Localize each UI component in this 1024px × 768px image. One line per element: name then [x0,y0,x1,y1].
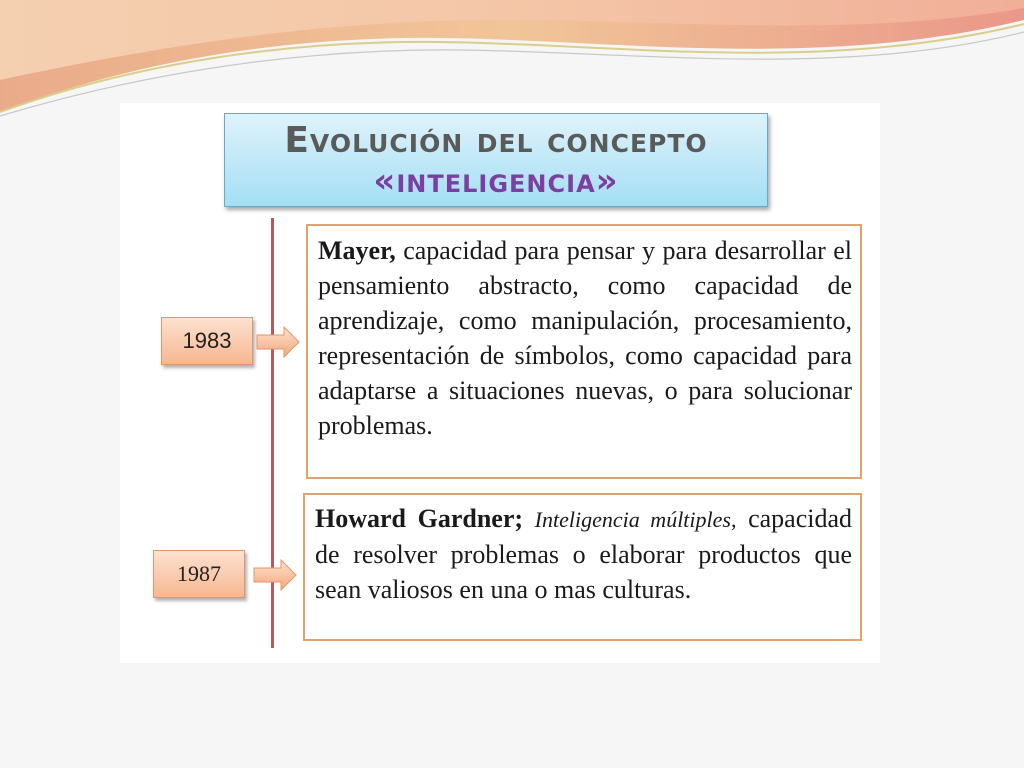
arrow-right-icon [256,326,300,358]
description-mayer: capacidad para pensar y para desarrollar el pensamiento abstracto, como capacidad de aprendizaje, como manipulación, procesamiento, representación de símbolos, como capacidad para adaptarse a situaciones nuevas, o para solucionar problemas. [318,236,853,440]
year-box-1983: 1983 [161,317,253,365]
description-gardner: capacidad de resolver problemas o elaborar productos que sean valiosos en una o mas culturas. [315,504,853,604]
definition-box-gardner [303,493,862,641]
title-box [224,113,768,207]
year-box-1987: 1987 [153,550,245,598]
term-multiple-intelligences: Inteligencia múltiples, [534,507,737,532]
author-mayer: Mayer, [318,236,396,265]
definition-box-mayer [306,224,862,479]
arrow-right-icon [253,559,297,591]
title-line-1: Evolución del concepto [284,120,708,161]
author-gardner: Howard Gardner; [315,504,524,533]
slide-content [120,103,880,663]
title-line-2: «inteligencia» [373,161,619,201]
